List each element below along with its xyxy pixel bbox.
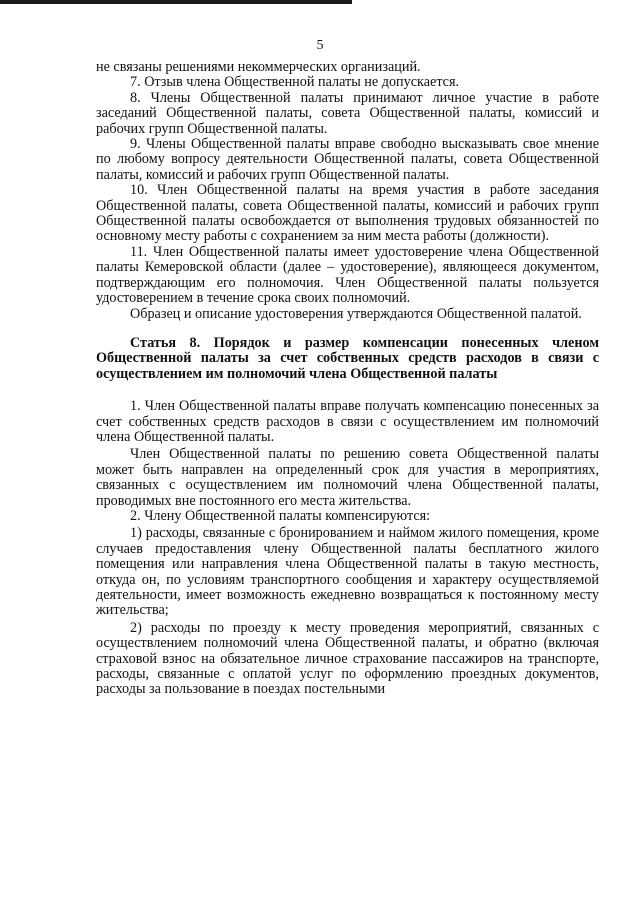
paragraph: 10. Член Общественной палаты на время участия в работе заседания Общественной палаты, совета Общественной палаты, комиссий и рабочих групп Общественной палаты освобождается от выполнения трудовых обязанностей по основному месту работы с сохранением за ним места работы (должности).	[96, 182, 599, 245]
paragraph: 7. Отзыв члена Общественной палаты не допускается.	[130, 74, 460, 91]
paragraph: 2. Члену Общественной палаты компенсируются:	[130, 507, 431, 524]
paragraph: 1. Член Общественной палаты вправе получать компенсацию понесенных за счет собственных средств расходов в связи с осуществлением им полномочий члена Общественной палаты.	[96, 398, 599, 445]
paragraph: 8. Члены Общественной палаты принимают личное участие в работе заседаний Общественной палаты, совета Общественной палаты, комиссий и рабочих групп Общественной палаты.	[96, 89, 599, 137]
paragraph: 1) расходы, связанные с бронированием и наймом жилого помещения, кроме случаев предоставления члену Общественной палаты бесплатного жилого помещения или направления члена Общественной палаты в такую местность, откуда он, по условиям транспортного сообщения и характеру осуществляемой деятельности, имеет возможность ежедневно возвращаться к постоянному месту жительства;	[96, 525, 599, 619]
article-heading: Статья 8. Порядок и размер компенсации понесенных членом Общественной палаты за счет собственных средств расходов в связи с осуществлением им полномочий члена Общественной палаты	[96, 334, 599, 382]
paragraph: 2) расходы по проезду к месту проведения мероприятий, связанных с осуществлением полномочий члена Общественной палаты, и обратно (включая страховой взнос на обязательное личное страхование пассажиров на транспорте, расходы, связанные с оплатой услуг по оформлению проездных документов, расходы за пользование в поездах постельными	[96, 619, 599, 698]
document-body	[96, 60, 599, 698]
paragraph: 9. Члены Общественной палаты вправе свободно высказывать свое мнение по любому вопросу деятельности Общественной палаты, совета Общественной палаты, комиссий и рабочих групп Общественной палаты.	[96, 136, 599, 183]
paragraph: 11. Член Общественной палаты имеет удостоверение члена Общественной палаты Кемеровской области (далее – удостоверение), являющееся документом, подтверждающим его полномочия. Член Общественной палаты пользуется удостоверением в течение срока своих полномочий.	[96, 243, 599, 307]
paragraph: не связаны решениями некоммерческих организаций.	[96, 59, 421, 75]
page-number: 5	[316, 38, 324, 53]
scan-edge-line	[0, 0, 352, 4]
paragraph: Образец и описание удостоверения утверждаются Общественной палатой.	[130, 305, 582, 322]
paragraph: Член Общественной палаты по решению совета Общественной палаты может быть направлен на определенный срок для участия в мероприятиях, связанных с осуществлением им полномочий члена Общественной палаты, проводимых вне постоянного его места жительства.	[96, 446, 599, 509]
